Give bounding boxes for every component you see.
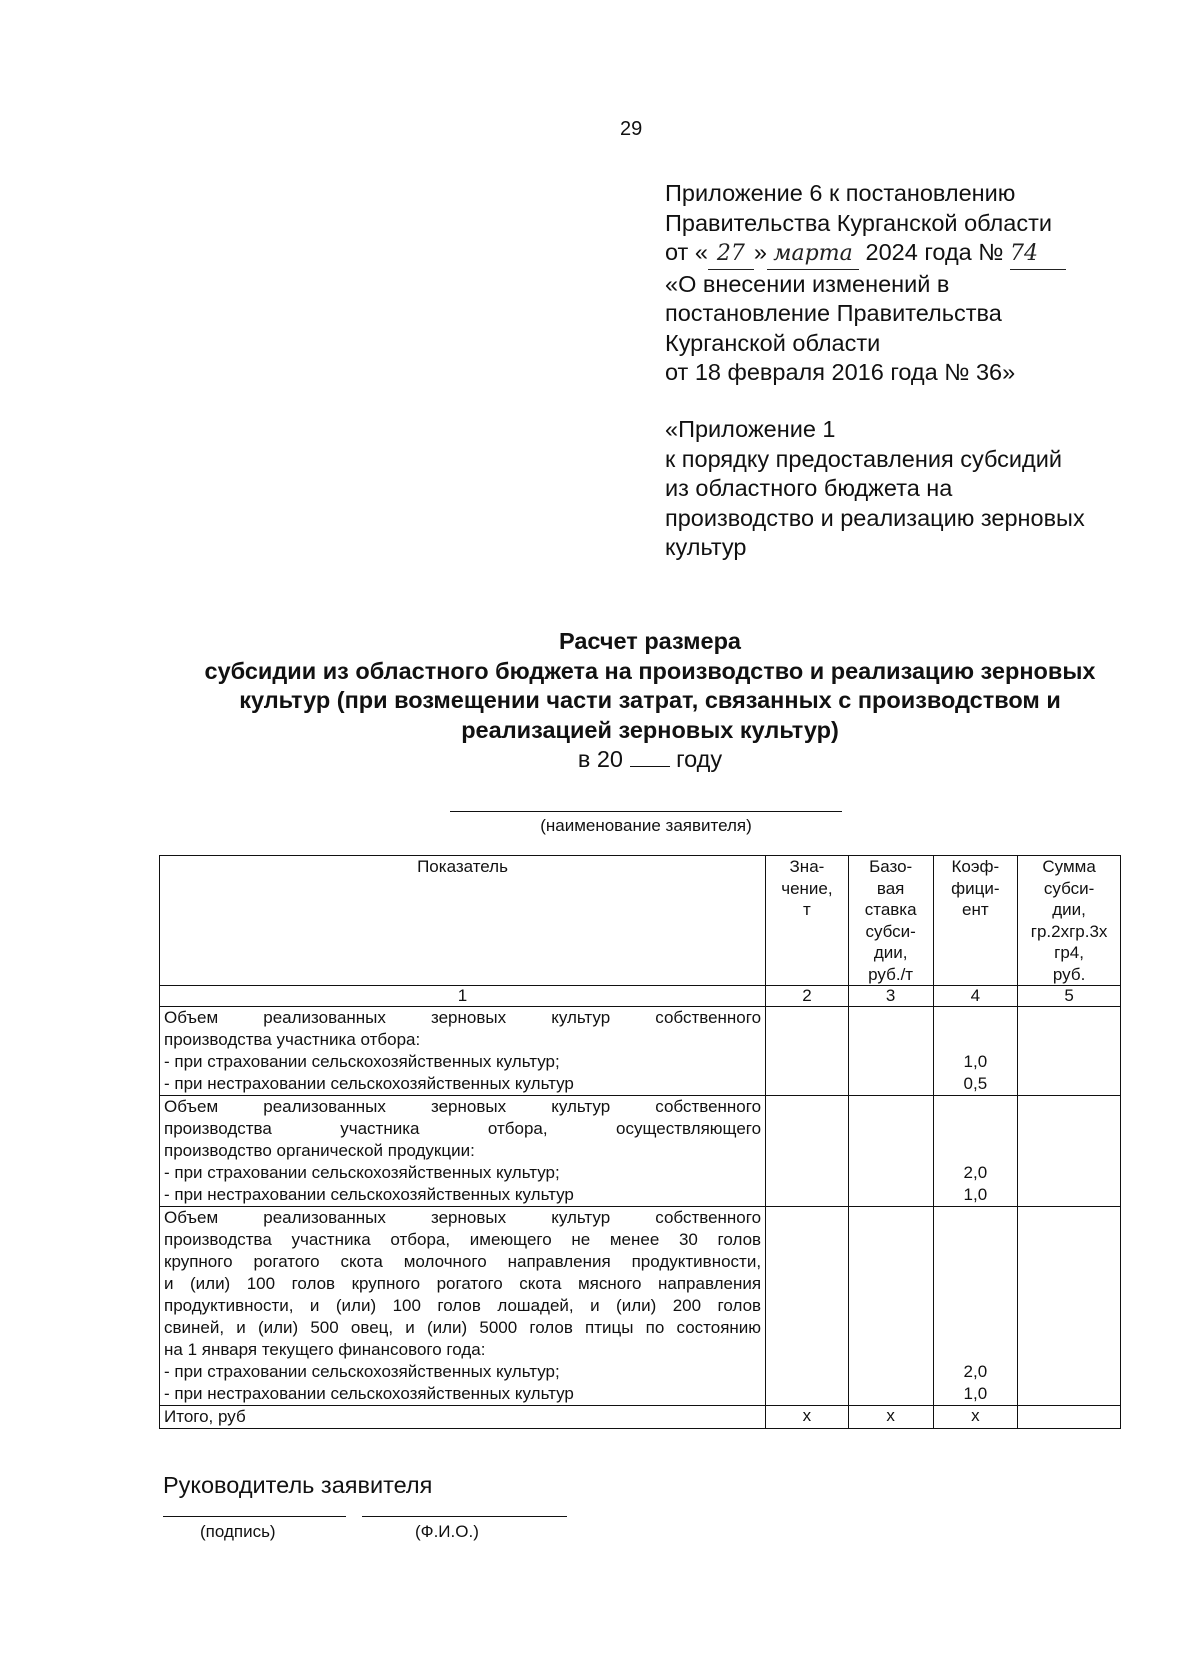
column-number-row [160, 986, 1121, 1007]
handwritten-day: 27 [708, 239, 754, 270]
header-text: ент [962, 900, 989, 919]
header-text: субси- [1043, 878, 1095, 898]
indicator-line: крупного рогатого скота молочного направления продуктивности, [164, 1252, 762, 1271]
value-cell [766, 1096, 849, 1207]
rate-cell [848, 1007, 933, 1096]
coef-cell [933, 1207, 1018, 1406]
indicator-line: Объем реализованных зерновых культур собственного [164, 1208, 762, 1227]
table-row [160, 1007, 1121, 1096]
indicator-line: на 1 января текущего финансового года: [164, 1340, 486, 1359]
rate-cell [848, 1207, 933, 1406]
coef-line: 2,0 [963, 1362, 988, 1381]
indicator-cell [160, 1207, 766, 1406]
subsidy-table [159, 855, 1121, 1429]
header-text: ставка [864, 900, 917, 919]
header-text: вая [876, 878, 905, 898]
coef-line [938, 1295, 1014, 1317]
total-label: Итого, руб [160, 1406, 766, 1429]
coef-line [938, 1317, 1014, 1339]
coef-line: 1,0 [963, 1052, 988, 1071]
applicant-blank-line [450, 811, 842, 812]
date-year-text: 2024 года № [865, 239, 1004, 265]
appendix2-line: «Приложение 1 [665, 416, 836, 442]
title-line: культур (при возмещении части затрат, связанных с производством и [239, 687, 1061, 713]
coef-line [938, 1118, 1014, 1140]
indicator-line: производства участника отбора, осуществляющего [164, 1119, 762, 1138]
coef-line [938, 1339, 1014, 1361]
signature-title: Руководитель заявителя [163, 1472, 433, 1498]
table-row [160, 1207, 1121, 1406]
appendix-line: Правительства Курганской области [665, 209, 1052, 236]
appendix-subheader [665, 415, 1185, 563]
header-text: Коэф- [951, 857, 1000, 876]
coef-line [938, 1229, 1014, 1251]
date-mid: » [753, 239, 767, 265]
indicator-line: - при нестраховании сельскохозяйственных культур [164, 1185, 574, 1204]
title-line: Расчет размера [558, 628, 742, 654]
coef-line: 2,0 [963, 1163, 988, 1182]
handwritten-month: марта [767, 239, 859, 270]
title-line: реализацией зерновых культур) [461, 716, 839, 743]
table-header-row [160, 856, 1121, 986]
column-number: 1 [160, 986, 766, 1007]
appendix2-line: производство и реализацию зерновых [665, 504, 1085, 531]
total-value: х [766, 1406, 849, 1429]
header-text: чение, [781, 878, 833, 898]
header-text: Базо- [869, 857, 913, 876]
total-coef: х [933, 1406, 1018, 1429]
signature-line [163, 1516, 346, 1517]
header-text: руб./т [868, 964, 914, 984]
appendix-line: Приложение 6 к постановлению [665, 180, 1016, 206]
header-coef [933, 856, 1018, 986]
signature-caption: (подпись) [200, 1522, 276, 1541]
indicator-line: - при нестраховании сельскохозяйственных культур [164, 1384, 574, 1403]
coef-line: 0,5 [963, 1074, 988, 1093]
appendix-line: Курганской области [665, 329, 881, 356]
indicator-line: продуктивности, и (или) 100 голов лошадей, и (или) 200 голов [164, 1296, 762, 1315]
appendix-line: «О внесении изменений в [665, 270, 950, 297]
appendix2-line: из областного бюджета на [665, 475, 953, 501]
year-prefix: в 20 [577, 746, 623, 772]
appendix-date-line [665, 238, 1185, 270]
rate-cell [848, 1096, 933, 1207]
table-row [160, 1096, 1121, 1207]
document-title [150, 627, 1150, 745]
header-sum [1018, 856, 1121, 986]
header-text: фици- [951, 878, 1000, 898]
total-sum [1018, 1406, 1121, 1429]
indicator-line: - при страховании сельскохозяйственных культур; [164, 1052, 560, 1071]
indicator-line: - при страховании сельскохозяйственных культур; [164, 1163, 560, 1182]
page-number: 29 [620, 118, 643, 140]
appendix2-line: к порядку предоставления субсидий [665, 445, 1063, 472]
indicator-line: производства участника отбора: [164, 1030, 421, 1049]
indicator-cell [160, 1007, 766, 1096]
appendix-line: от 18 февраля 2016 года № 36» [665, 359, 1016, 385]
header-text: руб. [1052, 964, 1086, 984]
coef-line: 1,0 [963, 1384, 988, 1403]
header-text: т [803, 900, 811, 919]
indicator-cell [160, 1096, 766, 1207]
coef-cell [933, 1007, 1018, 1096]
header-text: Сумма [1042, 857, 1096, 876]
header-text: дии, [873, 943, 908, 962]
appendix-header [665, 179, 1185, 388]
indicator-line: производства участника отбора, имеющего не менее 30 голов [164, 1230, 762, 1249]
header-rate [848, 856, 933, 986]
header-indicator: Показатель [160, 856, 766, 986]
indicator-line: Объем реализованных зерновых культур собственного [164, 1097, 762, 1116]
indicator-line: и (или) 100 голов крупного рогатого скота мясного направления [164, 1274, 762, 1293]
sum-cell [1018, 1096, 1121, 1207]
header-text: субси- [865, 921, 916, 941]
applicant-caption: (наименование заявителя) [540, 816, 752, 835]
indicator-line: свиней, и (или) 500 овец, и (или) 5000 голов птицы по состоянию [164, 1318, 762, 1337]
header-text: Зна- [789, 857, 825, 876]
coef-line [938, 1096, 1014, 1118]
column-number: 2 [766, 986, 849, 1007]
indicator-line: - при страховании сельскохозяйственных культур; [164, 1362, 560, 1381]
year-suffix: году [676, 746, 723, 772]
column-number: 3 [848, 986, 933, 1007]
sum-cell [1018, 1007, 1121, 1096]
value-cell [766, 1207, 849, 1406]
coef-line [938, 1007, 1014, 1029]
coef-line [938, 1207, 1014, 1229]
header-text: дии, [1052, 900, 1086, 919]
coef-line [938, 1251, 1014, 1273]
name-caption: (Ф.И.О.) [415, 1522, 479, 1541]
coef-line [938, 1029, 1014, 1051]
total-row [160, 1406, 1121, 1429]
date-prefix: от « [665, 239, 708, 265]
title-line: субсидии из областного бюджета на производство и реализацию зерновых [204, 657, 1096, 684]
coef-line [938, 1140, 1014, 1162]
column-number: 5 [1018, 986, 1121, 1007]
indicator-line: - при нестраховании сельскохозяйственных культур [164, 1074, 574, 1093]
header-value [766, 856, 849, 986]
coef-line [938, 1273, 1014, 1295]
coef-cell [933, 1096, 1018, 1207]
name-line [362, 1516, 567, 1517]
total-rate: х [848, 1406, 933, 1429]
header-text: гр4, [1054, 943, 1084, 962]
coef-line: 1,0 [963, 1185, 988, 1204]
sum-cell [1018, 1207, 1121, 1406]
year-blank [630, 748, 670, 767]
appendix-line: постановление Правительства [665, 300, 1002, 326]
column-number: 4 [933, 986, 1018, 1007]
indicator-line: производство органической продукции: [164, 1141, 475, 1160]
handwritten-number: 74 [1010, 239, 1066, 270]
year-line [150, 746, 1150, 773]
appendix2-line: культур [665, 534, 747, 560]
header-text: гр.2хгр.3х [1030, 921, 1108, 941]
value-cell [766, 1007, 849, 1096]
indicator-line: Объем реализованных зерновых культур собственного [164, 1008, 762, 1027]
